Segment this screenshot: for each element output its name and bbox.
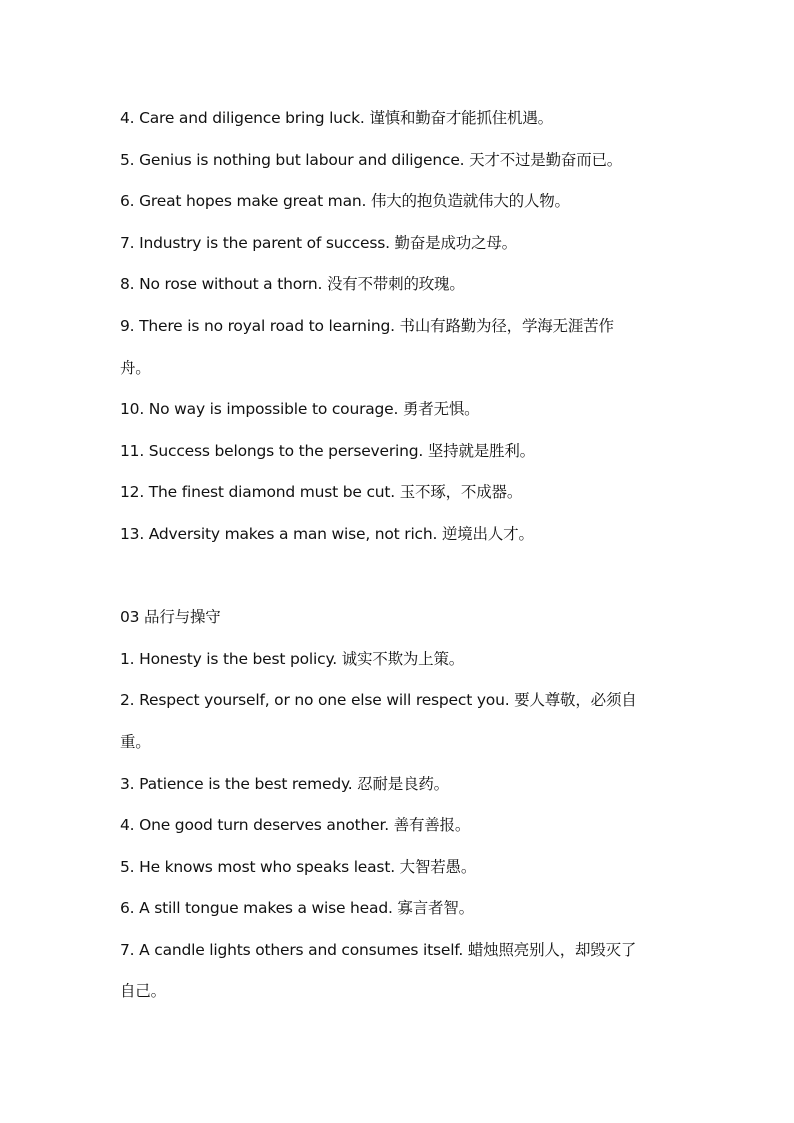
text-line: 6. A still tongue makes a wise head. 寡言者智。: [120, 899, 474, 918]
text-line: 9. There is no royal road to learning. 书山有路勤为径，学海无涯苦作: [120, 316, 614, 335]
text-line: 1. Honesty is the best policy. 诚实不欺为上策。: [120, 649, 465, 668]
text-line: 10. No way is impossible to courage. 勇者无惧。: [120, 400, 480, 419]
text-line: 11. Success belongs to the persevering. 坚持就是胜利。: [120, 441, 535, 460]
text-line: 舟。: [120, 358, 151, 377]
section-heading: 03 品行与操守: [120, 608, 221, 627]
text-line: 4. One good turn deserves another. 善有善报。: [120, 816, 471, 835]
text-line: 重。: [120, 732, 151, 751]
text-line: 8. No rose without a thorn. 没有不带刺的玫瑰。: [120, 275, 465, 294]
text-line: 5. He knows most who speaks least. 大智若愚。: [120, 857, 477, 876]
text-line: 4. Care and diligence bring luck. 谨慎和勤奋才能抓住机遇。: [120, 109, 553, 127]
blank-line: [120, 556, 680, 598]
text-line: 6. Great hopes make great man. 伟大的抱负造就伟大的人物。: [120, 192, 570, 211]
text-line: 7. Industry is the parent of success. 勤奋是成功之母。: [120, 233, 517, 252]
text-line: 3. Patience is the best remedy. 忍耐是良药。: [120, 774, 449, 793]
document-body: [120, 98, 680, 1013]
text-line: 13. Adversity makes a man wise, not rich. 逆境出人才。: [120, 524, 534, 543]
text-line: 7. A candle lights others and consumes itself. 蜡烛照亮别人，却毁灭了: [120, 940, 637, 959]
text-line: 自己。: [120, 982, 166, 1001]
text-line: 5. Genius is nothing but labour and diligence. 天才不过是勤奋而已。: [120, 150, 623, 169]
text-line: 12. The finest diamond must be cut. 玉不琢，不成器。: [120, 483, 523, 502]
text-line: 2. Respect yourself, or no one else will respect you. 要人尊敬，必须自: [120, 691, 637, 710]
